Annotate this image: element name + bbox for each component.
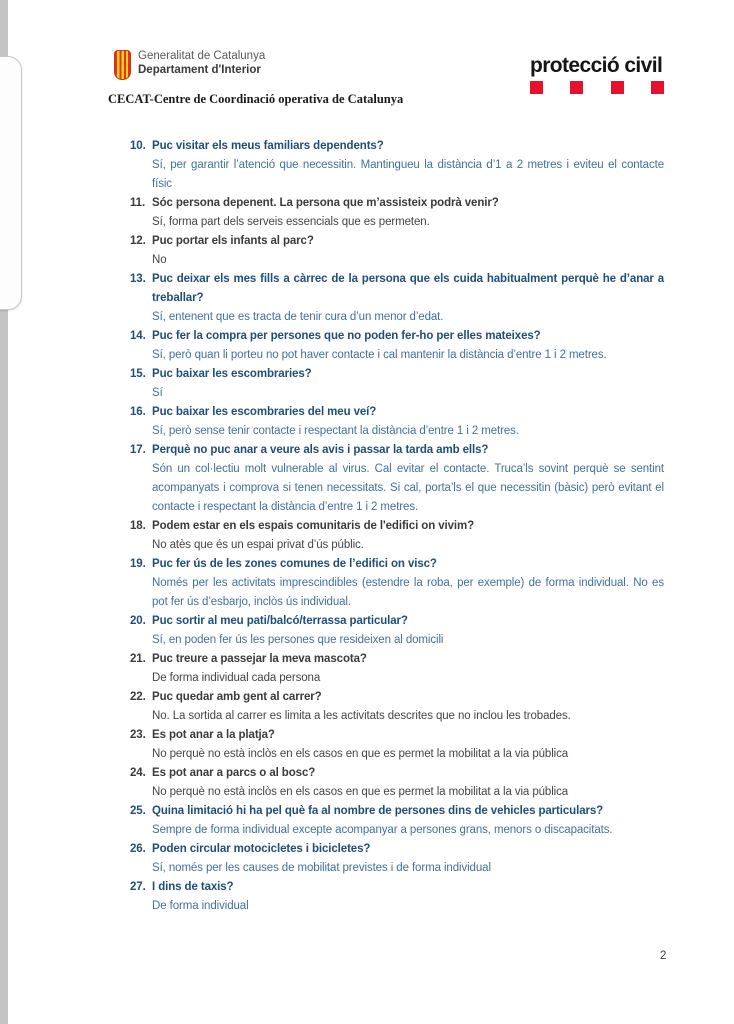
faq-question-text: Perquè no puc anar a veure als avis i passar la tarda amb ells? xyxy=(152,444,489,456)
faq-item xyxy=(130,327,664,365)
generalitat-shield-icon xyxy=(114,50,131,80)
faq-question xyxy=(130,365,664,384)
faq-answer: No perquè no està inclòs en els casos en que es permet la mobilitat a la via pública xyxy=(152,748,569,760)
faq-question-text: Es pot anar a la platja? xyxy=(152,729,275,741)
faq-item xyxy=(130,441,664,517)
faq-answer: Sí, forma part dels serveis essencials que es permeten. xyxy=(152,216,430,228)
logo-text-line1: Generalitat de Catalunya xyxy=(138,50,266,62)
proteccio-civil-wordmark: protecció civil xyxy=(530,54,663,77)
faq-answer: De forma individual xyxy=(152,900,249,912)
faq-number: 22. xyxy=(130,691,146,703)
faq-answer: Sempre de forma individual excepte acompanyar a persones grans, menors o discapacitats. xyxy=(152,824,613,836)
faq-item xyxy=(130,726,664,764)
faq-item xyxy=(130,403,664,441)
faq-item xyxy=(130,555,664,612)
faq-answer: Sí, entenent que es tracta de tenir cura d’un menor d’edat. xyxy=(152,311,444,323)
faq-question xyxy=(130,194,664,213)
faq-item xyxy=(130,878,664,916)
faq-number: 14. xyxy=(130,330,146,342)
faq-number: 16. xyxy=(130,406,146,418)
faq-question xyxy=(130,270,664,308)
faq-number: 19. xyxy=(130,558,146,570)
faq-number: 21. xyxy=(130,653,146,665)
faq-question xyxy=(130,650,664,669)
faq-number: 24. xyxy=(130,767,146,779)
faq-question-text: Poden circular motocicletes i bicicletes? xyxy=(152,843,371,855)
faq-answer: Sí, només per les causes de mobilitat previstes i de forma individual xyxy=(152,862,491,874)
faq-number: 11. xyxy=(130,197,146,209)
proteccio-civil-logo xyxy=(530,54,668,94)
faq-answer: No perquè no està inclòs en els casos en que es permet la mobilitat a la via pública xyxy=(152,786,569,798)
faq-item xyxy=(130,232,664,270)
faq-answer: Sí, però sense tenir contacte i respectant la distància d’entre 1 i 2 metres. xyxy=(152,425,519,437)
faq-number: 27. xyxy=(130,881,146,893)
faq-question xyxy=(130,802,664,821)
faq-question-text: Quina limitació hi ha pel què fa al nombre de persones dins de vehicles particulars? xyxy=(152,805,604,817)
faq-question-text: Puc sortir al meu pati/balcó/terrassa particular? xyxy=(152,615,408,627)
faq-question xyxy=(130,688,664,707)
faq-question xyxy=(130,555,664,574)
faq-answer: No atès que és un espai privat d’ús públic. xyxy=(152,539,364,551)
faq-question-text: Podem estar en els espais comunitaris de l'edifici on vivim? xyxy=(152,520,475,532)
faq-item xyxy=(130,764,664,802)
faq-question xyxy=(130,840,664,859)
faq-number: 25. xyxy=(130,805,146,817)
proteccio-civil-squares xyxy=(530,81,664,94)
faq-item xyxy=(130,612,664,650)
faq-question xyxy=(130,726,664,745)
page-number: 2 xyxy=(660,950,667,962)
faq-answer: Sí, per garantir l’atenció que necessitin. Mantingueu la distància d’1 a 2 metres i eviteu el contacte físic xyxy=(152,159,664,190)
faq-number: 17. xyxy=(130,444,146,456)
faq-question xyxy=(130,137,664,156)
faq-question-text: Puc portar els infants al parc? xyxy=(152,235,314,247)
faq-answer: Sí, en poden fer ús les persones que resideixen al domicili xyxy=(152,634,444,646)
faq-question xyxy=(130,403,664,422)
faq-number: 18. xyxy=(130,520,146,532)
faq-number: 26. xyxy=(130,843,146,855)
faq-answer: No xyxy=(152,254,167,266)
faq-answer: Sí xyxy=(152,387,163,399)
faq-question-text: Puc visitar els meus familiars dependents? xyxy=(152,140,384,152)
faq-answer: No. La sortida al carrer es limita a les activitats descrites que no inclou les trobades. xyxy=(152,710,571,722)
faq-item xyxy=(130,650,664,688)
faq-question-text: Sóc persona depenent. La persona que m’assisteix podrà venir? xyxy=(152,197,499,209)
red-square-icon xyxy=(570,81,583,94)
faq-answer: De forma individual cada persona xyxy=(152,672,321,684)
faq-item xyxy=(130,194,664,232)
red-square-icon xyxy=(530,81,543,94)
generalitat-logo xyxy=(114,49,265,80)
faq-question xyxy=(130,878,664,897)
faq-number: 15. xyxy=(130,368,146,380)
faq-item xyxy=(130,688,664,726)
faq-number: 12. xyxy=(130,235,146,247)
faq-item xyxy=(130,365,664,403)
faq-item xyxy=(130,137,664,194)
faq-question-text: Puc quedar amb gent al carrer? xyxy=(152,691,322,703)
faq-question-text: Puc baixar les escombraries del meu veí? xyxy=(152,406,377,418)
document-subtitle: CECAT-Centre de Coordinació operativa de Catalunya xyxy=(108,92,404,106)
faq-number: 10. xyxy=(130,140,146,152)
faq-question-text: I dins de taxis? xyxy=(152,881,234,893)
faq-question-text: Puc deixar els mes fills a càrrec de la persona que els cuida habitualment perquè he d’anar a treballar? xyxy=(152,273,664,304)
faq-answer: Sí, però quan li porteu no pot haver contacte i cal mantenir la distància d’entre 1 i 2 metres. xyxy=(152,349,607,361)
faq-list xyxy=(130,137,664,916)
faq-question xyxy=(130,764,664,783)
scrollbar-thumb[interactable] xyxy=(0,56,22,310)
faq-number: 23. xyxy=(130,729,146,741)
faq-question xyxy=(130,232,664,251)
faq-question-text: Es pot anar a parcs o al bosc? xyxy=(152,767,316,779)
faq-question-text: Puc fer la compra per persones que no poden fer-ho per elles mateixes? xyxy=(152,330,541,342)
faq-question xyxy=(130,441,664,460)
faq-item xyxy=(130,840,664,878)
logo-text-line2: Departament d'Interior xyxy=(138,64,261,76)
faq-question xyxy=(130,517,664,536)
faq-question-text: Puc fer ús de les zones comunes de l’edifici on visc? xyxy=(152,558,437,570)
faq-answer: Només per les activitats imprescindibles (estendre la roba, per exemple) de forma individual. No es pot fer ús d’esbarjo, inclòs ús individual. xyxy=(152,577,664,608)
faq-question xyxy=(130,327,664,346)
faq-item xyxy=(130,517,664,555)
red-square-icon xyxy=(611,81,624,94)
faq-question xyxy=(130,612,664,631)
faq-item xyxy=(130,802,664,840)
faq-item xyxy=(130,270,664,327)
faq-number: 20. xyxy=(130,615,146,627)
faq-number: 13. xyxy=(130,273,146,285)
faq-question-text: Puc baixar les escombraries? xyxy=(152,368,312,380)
faq-answer: Són un col·lectiu molt vulnerable al virus. Cal evitar el contacte. Truca’ls sovint perquè se sentint acompanyats i comprova si tenen necessitats. Si cal, porta’ls el que necessitin (bàsic) però evitant el contacte i respectant la distància d’entre 1 i 2 metres. xyxy=(152,463,664,513)
faq-question-text: Puc treure a passejar la meva mascota? xyxy=(152,653,367,665)
red-square-icon xyxy=(651,81,664,94)
